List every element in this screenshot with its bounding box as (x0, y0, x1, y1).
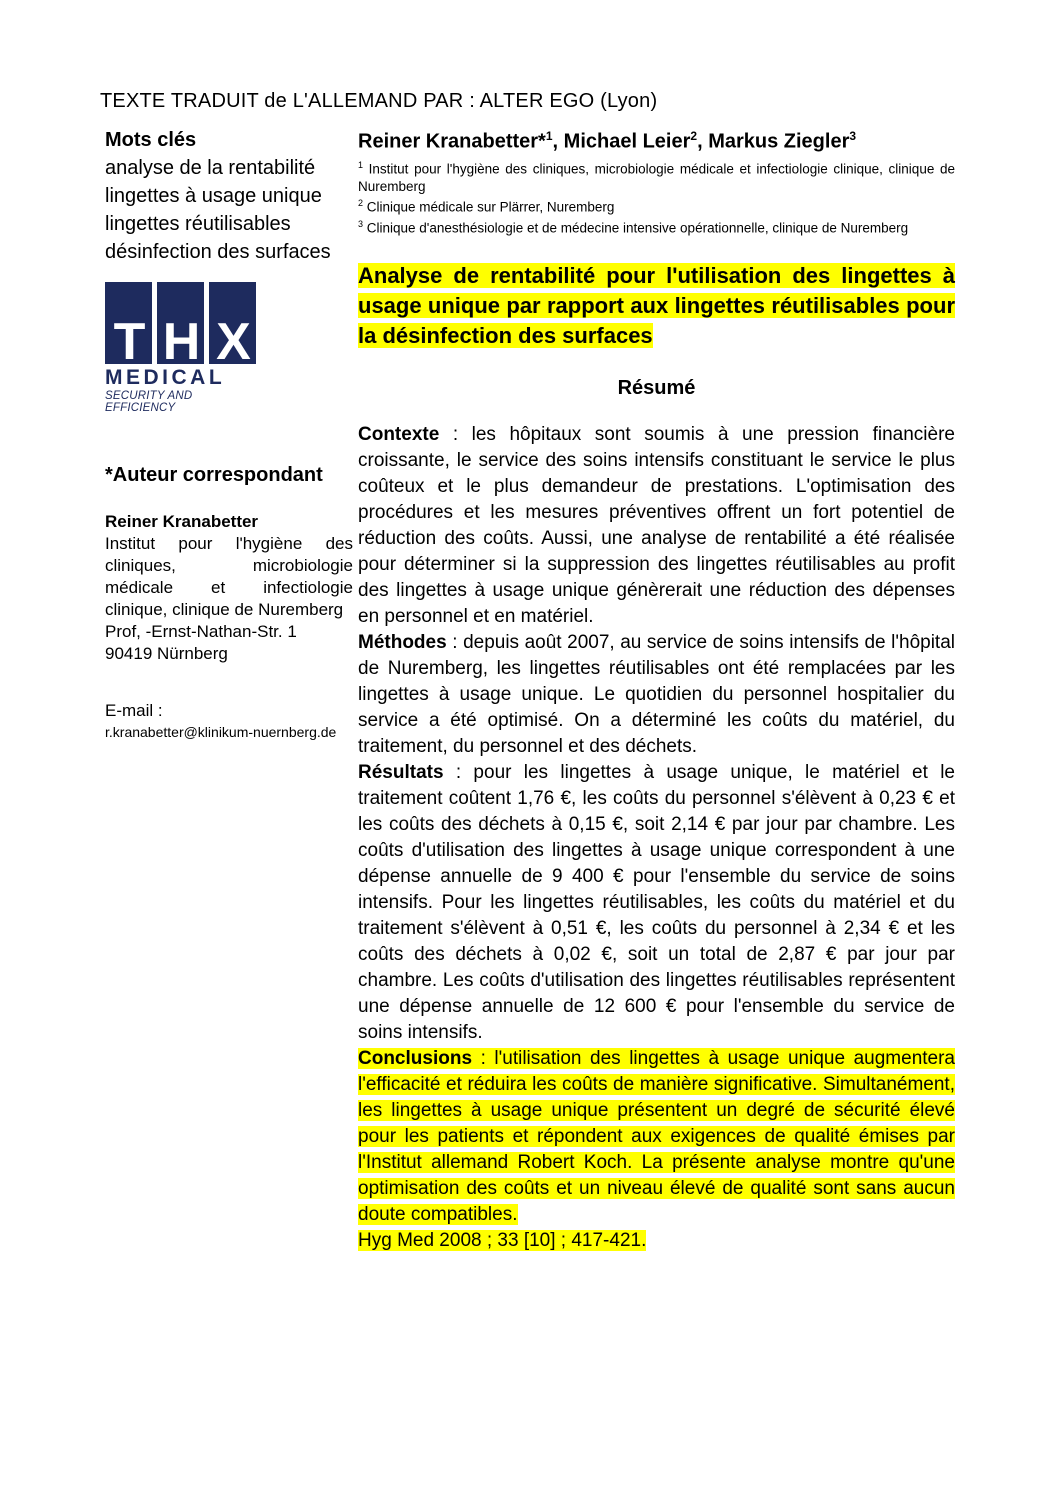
left-sidebar (105, 126, 353, 741)
section-methodes (358, 630, 955, 760)
section-resultats (358, 760, 955, 1046)
section-label: Conclusions (358, 1048, 473, 1070)
author-name: Reiner Kranabetter* (358, 130, 546, 153)
citation-highlight: Hyg Med 2008 ; 33 [10] ; 417-421. (358, 1230, 647, 1252)
section-text: : les hôpitaux sont soumis à une pression financière croissante, le service des soins intensifs constituant le service le plus coûteux et le plus demandeur de prestations. L'optimisation des procédures et les mesures préventives offrent un fort potentiel de réduction des coûts. Aussi, une analyse de rentabilité a été réalisée pour déterminer si la suppression des lingettes réutilisables au profit des lingettes à usage unique génèrerait une réduction des dépenses en personnel et en matériel. (358, 424, 955, 628)
citation-line (358, 1228, 955, 1254)
corresponding-author-heading: *Auteur correspondant (105, 464, 323, 486)
keyword-item: lingettes réutilisables (105, 213, 291, 235)
section-label: Contexte (358, 424, 440, 446)
logo-square (157, 282, 204, 364)
affiliations (358, 157, 955, 238)
thx-medical-logo (105, 282, 261, 414)
author-sup: 1 (545, 129, 553, 143)
affiliation-sup: 1 (358, 159, 364, 170)
affiliation-text: Clinique médicale sur Plärrer, Nuremberg (363, 199, 615, 215)
section-label: Méthodes (358, 632, 447, 654)
keyword-item: lingettes à usage unique (105, 185, 322, 207)
author-sup: 3 (849, 129, 857, 143)
affiliation-text: Clinique d'anesthésiologie et de médecine intensive opérationnelle, clinique de Nuremberg (363, 220, 909, 236)
logo-letter: X (216, 313, 249, 364)
keyword-item: analyse de la rentabilité (105, 157, 316, 179)
section-text: : l'utilisation des lingettes à usage unique augmentera l'efficacité et réduira les coûts de manière significative. Simultanément, les lingettes à usage unique présentent un degré de sécurité élevé pour les patients et répondent aux exigences de qualité émises par l'Institut allemand Robert Koch. La présente analyse montre qu'une optimisation des coûts et un niveau élevé de qualité sont sans aucun doute compatibles. (358, 1048, 955, 1226)
article-column (358, 123, 955, 1254)
author-sup: 2 (690, 129, 698, 143)
author-name: Markus Ziegler (708, 130, 850, 153)
author-name: Michael Leier (563, 130, 691, 153)
affiliation-item (358, 195, 955, 216)
affiliation-sup: 2 (358, 198, 364, 209)
section-text: : pour les lingettes à usage unique, le matériel et le traitement coûtent 1,76 €, les coûts du personnel s'élèvent à 0,23 € et les coûts des déchets à 0,15 €, soit 2,14 € par jour par chambre. Les coûts d'utilisation des lingettes à usage unique correspondent à une dépense annuelle de 9 400 € pour l'ensemble du service de soins intensifs. Pour les lingettes réutilisables, les coûts du matériel et du traitement s'élèvent à 0,51 €, les coûts du personnel à 2,34 € et les coûts des déchets à 0,02 €, soit un total de 2,87 € par jour par chambre. Les coûts d'utilisation des lingettes réutilisables représentent une dépense annuelle de 12 600 € pour l'ensemble du service de soins intensifs. (358, 762, 955, 1044)
affiliation-sup: 3 (358, 219, 364, 230)
address-line: 90419 Nürnberg (105, 644, 228, 663)
logo-square (209, 282, 256, 364)
logo-letter: H (162, 313, 199, 364)
author-separator: , (552, 130, 564, 153)
abstract-body (358, 422, 955, 1254)
logo-name: MEDICAL (105, 366, 226, 389)
address-line: Prof, -Ernst-Nathan-Str. 1 (105, 622, 297, 641)
keywords-heading: Mots clés (105, 129, 197, 151)
corresponding-author-name: Reiner Kranabetter (105, 512, 259, 531)
title-highlight: Analyse de rentabilité pour l'utilisation des lingettes à usage unique par rapport aux lingettes réutilisables pour la désinfection des surfaces (358, 263, 955, 349)
section-text: : depuis août 2007, au service de soins intensifs de l'hôpital de Nuremberg, les lingettes réutilisables ont été remplacées par les lingettes à usage unique. Le quotidien du personnel hospitalier du service a été optimisé. On a déterminé les coûts du matériel, du traitement, du personnel et des déchets. (358, 632, 955, 758)
affiliation-text: Institut pour l'hygiène des cliniques, microbiologie médicale et infectiologie clinique, clinique de Nuremberg (358, 161, 955, 194)
section-label: Résultats (358, 762, 444, 784)
email-address: r.kranabetter@klinikum-nuernberg.de (105, 724, 337, 740)
logo-letter: T (113, 313, 144, 364)
affiliation-item (358, 157, 955, 196)
corresponding-author-affiliation: Institut pour l'hygiène des cliniques, microbiologie médicale et infectiologie clinique, clinique de Nuremberg (105, 534, 353, 619)
affiliation-item (358, 216, 955, 237)
conclusions-highlight (358, 1048, 955, 1225)
keyword-item: désinfection des surfaces (105, 241, 331, 263)
logo-square (105, 282, 152, 364)
translation-note: TEXTE TRADUIT de L'ALLEMAND PAR : ALTER EGO (Lyon) (100, 90, 658, 112)
abstract-heading: Résumé (617, 377, 696, 400)
section-conclusions (358, 1046, 955, 1228)
logo-tagline: SECURITY AND EFFICIENCY (105, 390, 193, 414)
logo-squares (105, 282, 261, 364)
author-separator: , (697, 130, 709, 153)
email-label: E-mail : (105, 701, 163, 720)
authors-line (358, 123, 955, 155)
article-title (358, 261, 955, 351)
section-contexte (358, 422, 955, 630)
